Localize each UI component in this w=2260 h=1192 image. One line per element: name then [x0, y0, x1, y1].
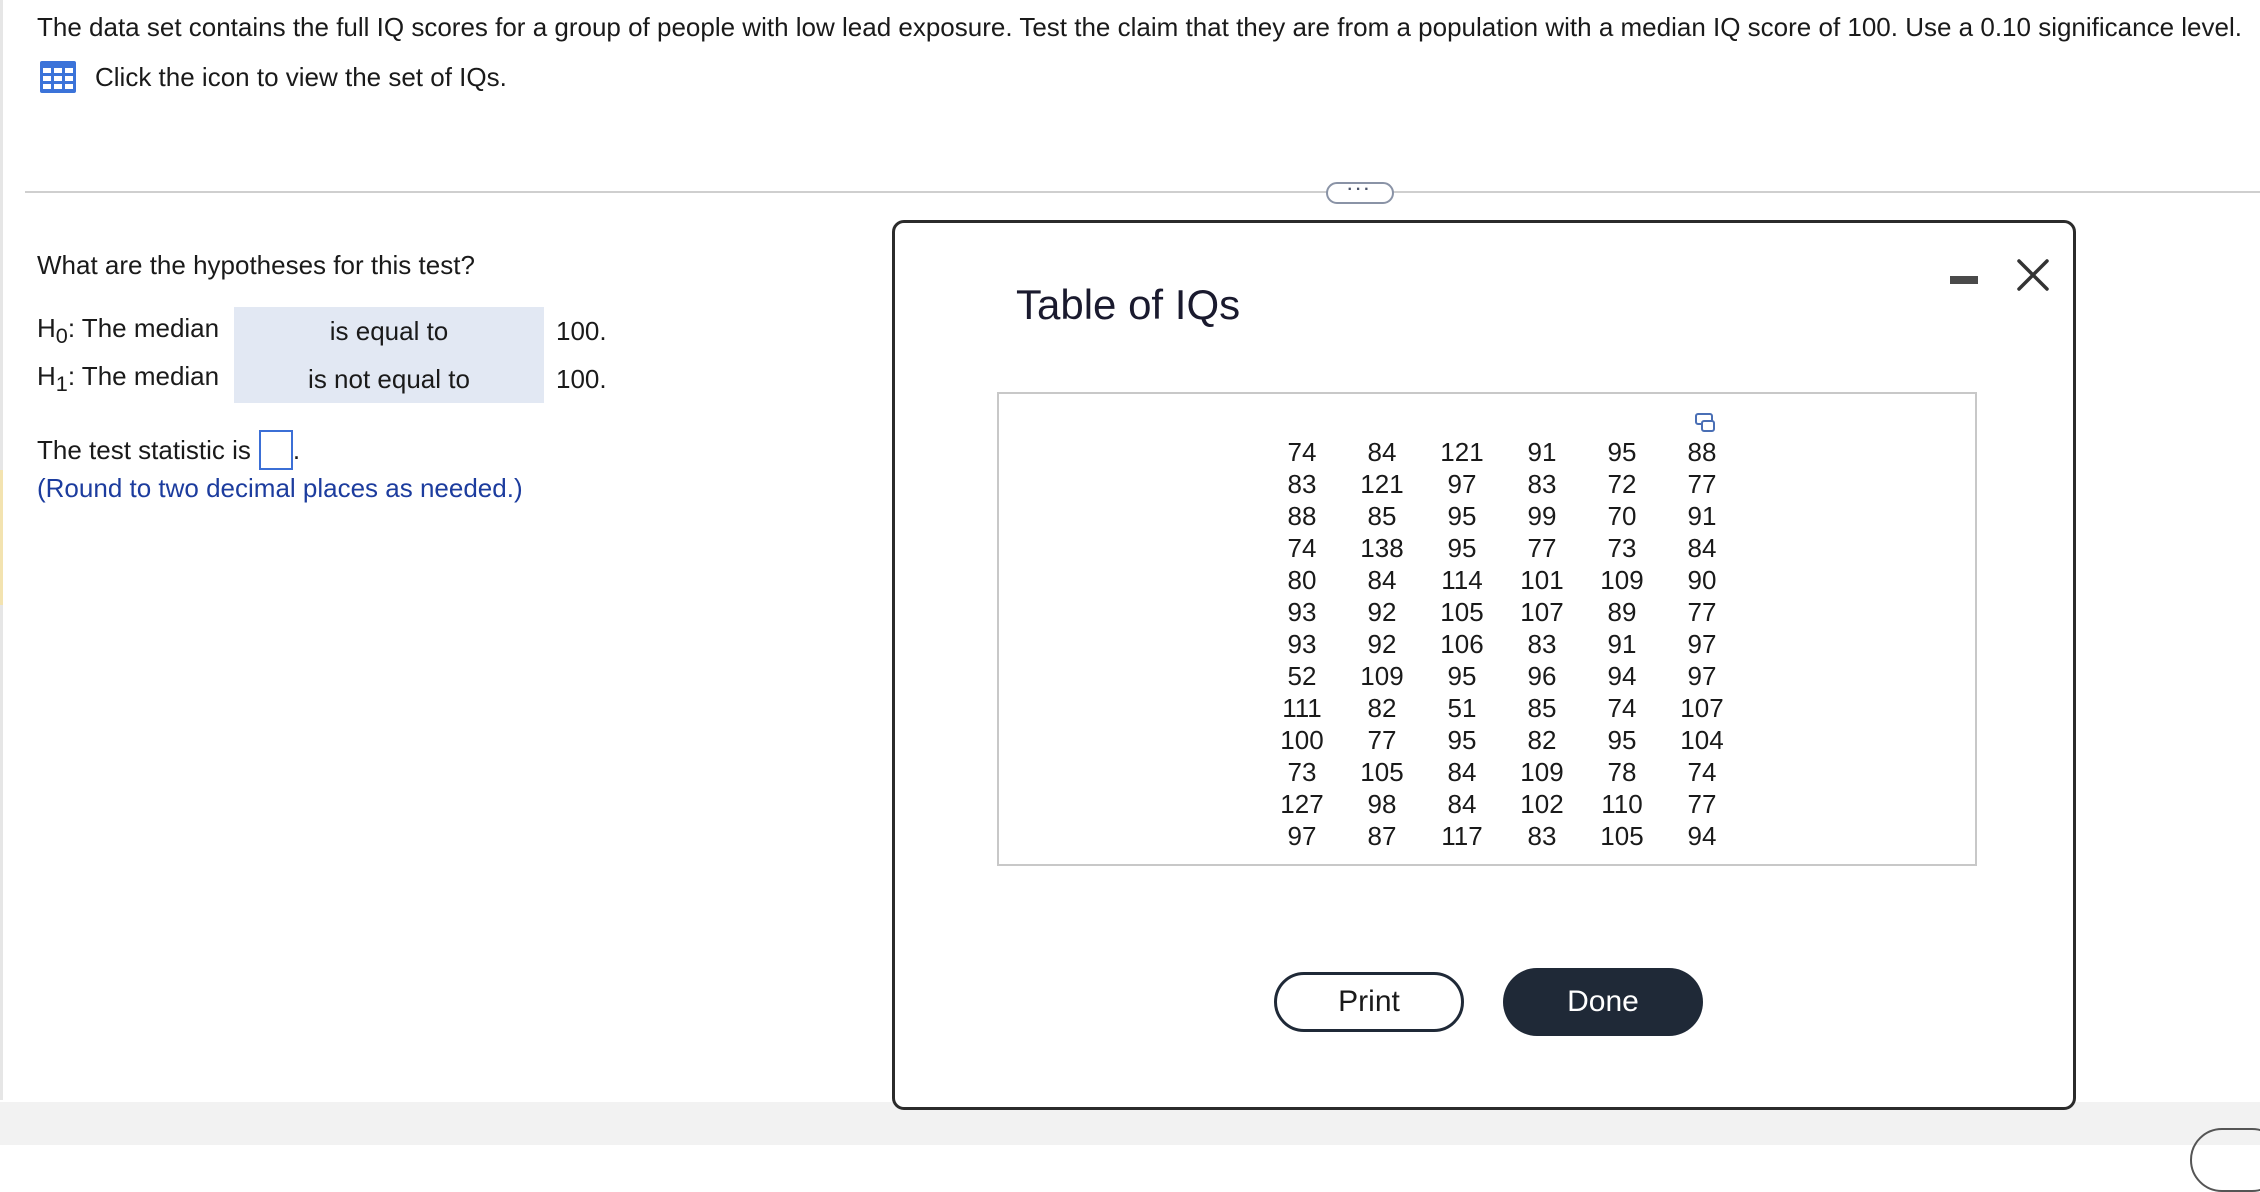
table-cell: 109	[1520, 756, 1564, 787]
table-cell: 74	[1287, 532, 1317, 563]
table-cell: 105	[1440, 596, 1484, 627]
table-cell: 84	[1447, 788, 1477, 819]
table-cell: 70	[1607, 500, 1637, 531]
table-cell: 95	[1447, 724, 1477, 755]
table-cell: 117	[1441, 820, 1483, 851]
table-cell: 107	[1680, 692, 1724, 723]
test-statistic-input[interactable]	[259, 430, 293, 470]
table-cell: 92	[1367, 628, 1397, 659]
corner-button-edge[interactable]	[2190, 1128, 2260, 1192]
table-cell: 84	[1447, 756, 1477, 787]
h0-relation-select[interactable]	[234, 307, 544, 355]
iq-table-dialog	[892, 220, 2076, 1110]
h1-relation-value: is not equal to	[308, 363, 470, 394]
table-row	[1262, 724, 1742, 756]
minimize-icon[interactable]	[1950, 276, 1978, 284]
table-cell: 83	[1287, 468, 1317, 499]
page-left-accent	[0, 470, 3, 605]
table-row	[1262, 660, 1742, 692]
rounding-note: (Round to two decimal places as needed.)	[37, 473, 523, 503]
table-cell: 111	[1282, 692, 1322, 723]
table-cell: 85	[1527, 692, 1557, 723]
question-text: The data set contains the full IQ scores for a group of people with low lead exposure. Test the claim that they are from a population with a median IQ score of 100. Use a 0.10 significance level.	[37, 12, 2242, 42]
table-cell: 94	[1687, 820, 1717, 851]
table-cell: 101	[1520, 564, 1564, 595]
table-cell: 91	[1687, 500, 1717, 531]
table-cell: 89	[1607, 596, 1637, 627]
table-cell: 93	[1287, 628, 1317, 659]
dialog-title: Table of IQs	[1016, 281, 1241, 328]
table-grid-icon[interactable]	[39, 60, 77, 94]
table-row	[1262, 596, 1742, 628]
table-cell: 127	[1280, 788, 1324, 819]
table-cell: 109	[1600, 564, 1644, 595]
table-cell: 84	[1367, 436, 1397, 467]
table-cell: 98	[1367, 788, 1397, 819]
table-cell: 106	[1440, 628, 1484, 659]
table-cell: 100	[1280, 724, 1324, 755]
table-cell: 88	[1287, 500, 1317, 531]
table-cell: 95	[1607, 436, 1637, 467]
table-cell: 85	[1367, 500, 1397, 531]
table-cell: 91	[1607, 628, 1637, 659]
h1-relation-select[interactable]	[234, 355, 544, 403]
close-icon[interactable]	[2013, 255, 2053, 295]
table-cell: 92	[1367, 596, 1397, 627]
table-cell: 77	[1687, 788, 1717, 819]
h1-value: 100.	[556, 363, 607, 394]
table-cell: 88	[1687, 436, 1717, 467]
table-cell: 121	[1360, 468, 1404, 499]
section-divider	[25, 191, 2260, 193]
table-cell: 109	[1360, 660, 1404, 691]
table-cell: 97	[1447, 468, 1477, 499]
table-cell: 94	[1607, 660, 1637, 691]
iq-table-frame	[997, 392, 1977, 866]
h1-label: $H_1$: The median	[37, 360, 220, 397]
table-row	[1262, 468, 1742, 500]
table-cell: 83	[1527, 628, 1557, 659]
table-row	[1262, 532, 1742, 564]
test-statistic-row	[37, 430, 300, 470]
copy-icon[interactable]	[1694, 412, 1718, 434]
test-statistic-period: .	[292, 434, 301, 465]
table-cell: 97	[1687, 660, 1717, 691]
hypotheses-prompt: What are the hypotheses for this test?	[37, 250, 475, 280]
table-cell: 80	[1287, 564, 1317, 595]
table-cell: 97	[1687, 628, 1717, 659]
table-cell: 138	[1360, 532, 1404, 563]
h0-label: $H_0$: The median	[37, 312, 220, 349]
table-cell: 87	[1367, 820, 1397, 851]
expand-button[interactable]	[1326, 182, 1394, 204]
table-cell: 82	[1527, 724, 1557, 755]
table-cell: 73	[1607, 532, 1637, 563]
table-cell: 104	[1680, 724, 1724, 755]
table-cell: 105	[1600, 820, 1644, 851]
h0-relation-value: is equal to	[329, 315, 449, 346]
h0-value: 100.	[556, 315, 607, 346]
test-statistic-label: The test statistic is	[37, 434, 251, 465]
expand-button-label: ···	[1347, 181, 1373, 198]
table-row	[1262, 564, 1742, 596]
table-row	[1262, 820, 1742, 852]
print-button[interactable]: Print	[1274, 972, 1464, 1032]
table-cell: 78	[1607, 756, 1637, 787]
table-cell: 110	[1601, 788, 1643, 819]
h1-row	[37, 355, 607, 403]
table-cell: 83	[1527, 468, 1557, 499]
done-button[interactable]: Done	[1503, 968, 1703, 1036]
table-cell: 83	[1527, 820, 1557, 851]
table-cell: 95	[1447, 532, 1477, 563]
table-cell: 102	[1520, 788, 1564, 819]
table-cell: 95	[1447, 660, 1477, 691]
table-cell: 99	[1527, 500, 1557, 531]
table-cell: 77	[1687, 468, 1717, 499]
table-cell: 77	[1367, 724, 1397, 755]
table-cell: 84	[1367, 564, 1397, 595]
table-cell: 73	[1287, 756, 1317, 787]
table-cell: 93	[1287, 596, 1317, 627]
table-cell: 84	[1687, 532, 1717, 563]
table-cell: 74	[1607, 692, 1637, 723]
iq-data-table	[1262, 436, 1742, 852]
table-cell: 121	[1440, 436, 1484, 467]
table-row	[1262, 500, 1742, 532]
table-cell: 107	[1520, 596, 1564, 627]
table-cell: 74	[1687, 756, 1717, 787]
table-cell: 95	[1607, 724, 1637, 755]
table-cell: 91	[1527, 436, 1557, 467]
table-cell: 96	[1527, 660, 1557, 691]
table-cell: 74	[1287, 436, 1317, 467]
table-cell: 77	[1527, 532, 1557, 563]
table-row	[1262, 628, 1742, 660]
table-cell: 105	[1360, 756, 1404, 787]
table-cell: 97	[1287, 820, 1317, 851]
table-cell: 52	[1287, 660, 1317, 691]
table-cell: 114	[1441, 564, 1483, 595]
view-data-label: Click the icon to view the set of IQs.	[95, 61, 507, 92]
table-row	[1262, 436, 1742, 468]
table-cell: 77	[1687, 596, 1717, 627]
view-data-row	[39, 60, 507, 94]
table-row	[1262, 756, 1742, 788]
table-cell: 82	[1367, 692, 1397, 723]
h0-row	[37, 307, 607, 355]
table-row	[1262, 692, 1742, 724]
table-cell: 72	[1607, 468, 1637, 499]
table-cell: 90	[1687, 564, 1717, 595]
table-row	[1262, 788, 1742, 820]
table-cell: 51	[1447, 692, 1477, 723]
table-cell: 95	[1447, 500, 1477, 531]
